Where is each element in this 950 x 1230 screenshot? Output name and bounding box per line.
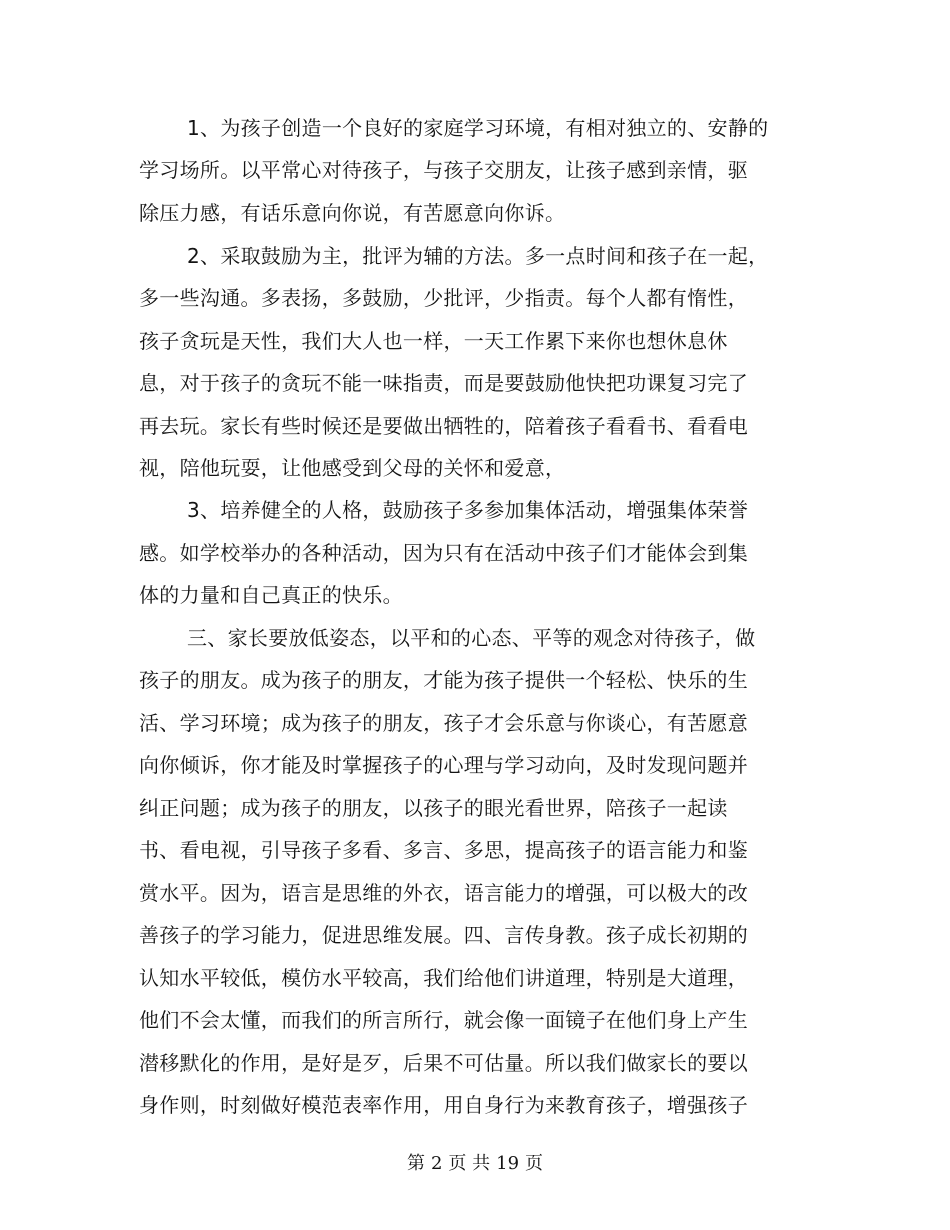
page-footer	[0, 1152, 950, 1176]
text-line: 三、家长要放低姿态，以平和的心态、平等的观念对待孩子，做	[187, 626, 756, 650]
text-line: 活、学习环境；成为孩子的朋友，孩子才会乐意与你谈心，有苦愿意	[139, 711, 748, 735]
footer-total-pages: 19	[496, 1153, 520, 1174]
text-line: 认知水平较低，模仿水平较高，我们给他们讲道理，特别是大道理，	[139, 966, 748, 990]
footer-suffix: 页	[525, 1153, 544, 1174]
text-line: 2、采取鼓励为主，批评为辅的方法。多一点时间和孩子在一起，	[187, 244, 769, 268]
text-line: 学习场所。以平常心对待孩子，与孩子交朋友，让孩子感到亲情，驱	[139, 158, 748, 182]
text-line: 再去玩。家长有些时候还是要做出牺牲的，陪着孩子看看书、看看电	[139, 414, 748, 438]
footer-page-number: 2	[430, 1153, 443, 1174]
text-line: 孩子贪玩是天性，我们大人也一样，一天工作累下来你也想休息休	[139, 329, 728, 353]
text-line: 息，对于孩子的贪玩不能一味指责，而是要鼓励他快把功课复习完了	[139, 371, 748, 395]
footer-mid: 页 共	[448, 1153, 491, 1174]
text-line: 多一些沟通。多表扬，多鼓励，少批评，少指责。每个人都有惰性，	[139, 286, 748, 310]
text-line: 善孩子的学习能力，促进思维发展。四、言传身教。孩子成长初期的	[139, 923, 748, 947]
text-line: 身作则，时刻做好模范表率作用，用自身行为来教育孩子，增强孩子	[139, 1093, 748, 1117]
text-line: 感。如学校举办的各种活动，因为只有在活动中孩子们才能体会到集	[139, 541, 748, 565]
footer-prefix: 第	[406, 1153, 425, 1174]
text-line: 体的力量和自己真正的快乐。	[139, 583, 403, 607]
text-line: 孩子的朋友。成为孩子的朋友，才能为孩子提供一个轻松、快乐的生	[139, 668, 748, 692]
text-line: 1、为孩子创造一个良好的家庭学习环境，有相对独立的、安静的	[187, 116, 769, 140]
text-line: 书、看电视，引导孩子多看、多言、多思，提高孩子的语言能力和鉴	[139, 838, 748, 862]
text-line: 纠正问题；成为孩子的朋友，以孩子的眼光看世界，陪孩子一起读	[139, 796, 728, 820]
text-line: 向你倾诉，你才能及时掌握孩子的心理与学习动向，及时发现问题并	[139, 753, 748, 777]
text-line: 3、培养健全的人格，鼓励孩子多参加集体活动，增强集体荣誉	[187, 498, 749, 522]
text-line: 视，陪他玩耍，让他感受到父母的关怀和爱意，	[139, 456, 566, 480]
text-line: 赏水平。因为，语言是思维的外衣，语言能力的增强，可以极大的改	[139, 881, 748, 905]
text-line: 潜移默化的作用，是好是歹，后果不可估量。所以我们做家长的要以	[139, 1051, 748, 1075]
text-line: 除压力感，有话乐意向你说，有苦愿意向你诉。	[139, 201, 566, 225]
text-line: 他们不会太懂，而我们的所言所行，就会像一面镜子在他们身上产生	[139, 1008, 748, 1032]
